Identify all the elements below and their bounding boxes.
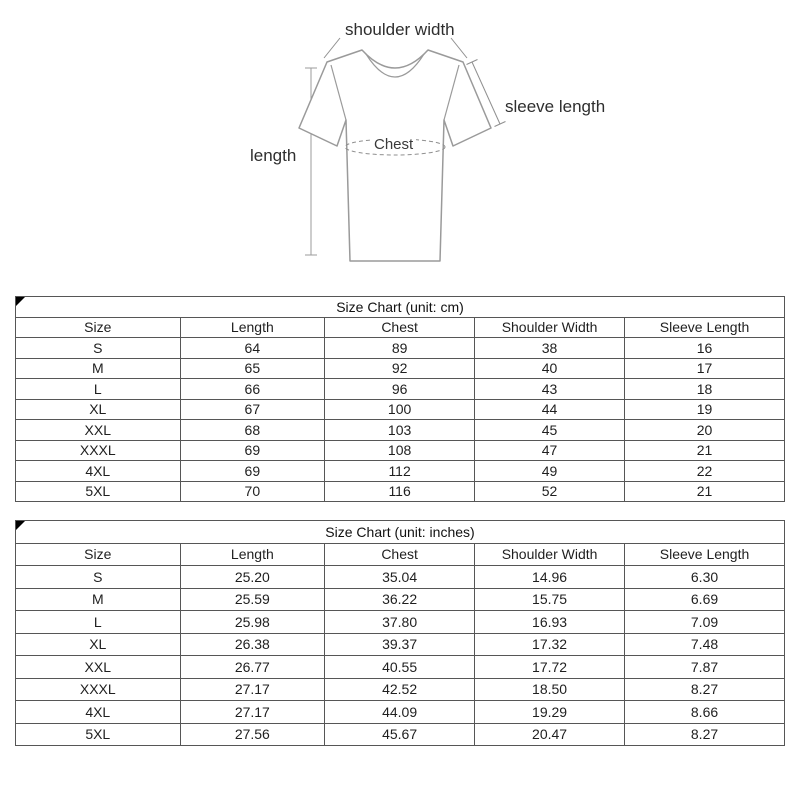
column-header-row bbox=[16, 543, 785, 566]
table-cell: 96 bbox=[325, 379, 475, 400]
table-cell: 18 bbox=[625, 379, 785, 400]
table-cell: 116 bbox=[325, 481, 475, 502]
table-cell: XXXL bbox=[16, 678, 181, 701]
size-chart-inches-body bbox=[16, 566, 785, 746]
size-chart-cm-table bbox=[15, 296, 785, 502]
table-cell: 15.75 bbox=[475, 588, 625, 611]
table-cell: 89 bbox=[325, 338, 475, 359]
table-row bbox=[16, 633, 785, 656]
table-row bbox=[16, 611, 785, 634]
table-row bbox=[16, 358, 785, 379]
column-header: Sleeve Length bbox=[625, 543, 785, 566]
table-cell: 108 bbox=[325, 440, 475, 461]
size-chart-inches-section bbox=[15, 520, 785, 746]
table-cell: 43 bbox=[475, 379, 625, 400]
table-row bbox=[16, 588, 785, 611]
table-cell: 4XL bbox=[16, 701, 181, 724]
table-cell: 35.04 bbox=[325, 566, 475, 589]
table-cell: 19 bbox=[625, 399, 785, 420]
table-cell: 19.29 bbox=[475, 701, 625, 724]
table-cell: 25.98 bbox=[180, 611, 325, 634]
table-cell: 52 bbox=[475, 481, 625, 502]
table-cell: 69 bbox=[180, 440, 325, 461]
table-cell: 26.38 bbox=[180, 633, 325, 656]
table-cell: 100 bbox=[325, 399, 475, 420]
table-cell: 25.20 bbox=[180, 566, 325, 589]
table-cell: 7.87 bbox=[625, 656, 785, 679]
table-cell: 27.17 bbox=[180, 678, 325, 701]
table-title: Size Chart (unit: cm) bbox=[16, 297, 785, 318]
table-cell: 6.69 bbox=[625, 588, 785, 611]
table-cell: 20.47 bbox=[475, 723, 625, 746]
table-cell: 36.22 bbox=[325, 588, 475, 611]
table-cell: L bbox=[16, 379, 181, 400]
table-cell: S bbox=[16, 338, 181, 359]
table-cell: XL bbox=[16, 399, 181, 420]
column-header: Length bbox=[180, 543, 325, 566]
column-header-row bbox=[16, 317, 785, 338]
table-cell: 17.32 bbox=[475, 633, 625, 656]
table-cell: 69 bbox=[180, 461, 325, 482]
table-cell: 40 bbox=[475, 358, 625, 379]
table-cell: 5XL bbox=[16, 723, 181, 746]
shoulder-width-label: shoulder width bbox=[345, 20, 455, 39]
table-cell: 64 bbox=[180, 338, 325, 359]
table-cell: 8.27 bbox=[625, 678, 785, 701]
tshirt-measurement-diagram bbox=[0, 0, 800, 292]
table-title: Size Chart (unit: inches) bbox=[16, 521, 785, 544]
table-cell: 27.56 bbox=[180, 723, 325, 746]
table-cell: 37.80 bbox=[325, 611, 475, 634]
table-cell: 67 bbox=[180, 399, 325, 420]
table-cell: XXL bbox=[16, 656, 181, 679]
table-row bbox=[16, 678, 785, 701]
tshirt-shape bbox=[299, 50, 491, 261]
table-cell: 17.72 bbox=[475, 656, 625, 679]
table-cell: 18.50 bbox=[475, 678, 625, 701]
table-row bbox=[16, 566, 785, 589]
table-row bbox=[16, 399, 785, 420]
table-cell: 103 bbox=[325, 420, 475, 441]
table-cell: 20 bbox=[625, 420, 785, 441]
corner-mark bbox=[16, 521, 25, 530]
column-header: Sleeve Length bbox=[625, 317, 785, 338]
column-header: Shoulder Width bbox=[475, 317, 625, 338]
table-cell: 45.67 bbox=[325, 723, 475, 746]
table-cell: XXL bbox=[16, 420, 181, 441]
sleeve-length-label: sleeve length bbox=[505, 97, 606, 116]
table-row bbox=[16, 461, 785, 482]
table-cell: 70 bbox=[180, 481, 325, 502]
size-chart-cm-body bbox=[16, 338, 785, 502]
column-header: Length bbox=[180, 317, 325, 338]
table-row bbox=[16, 481, 785, 502]
table-row bbox=[16, 723, 785, 746]
table-cell: 40.55 bbox=[325, 656, 475, 679]
table-title-row bbox=[16, 297, 785, 318]
table-cell: 38 bbox=[475, 338, 625, 359]
table-cell: 42.52 bbox=[325, 678, 475, 701]
column-header: Chest bbox=[325, 543, 475, 566]
column-header: Size bbox=[16, 543, 181, 566]
table-row bbox=[16, 440, 785, 461]
table-cell: 7.09 bbox=[625, 611, 785, 634]
table-cell: 66 bbox=[180, 379, 325, 400]
length-label: length bbox=[250, 146, 297, 165]
size-chart-inches-table bbox=[15, 520, 785, 746]
table-cell: 14.96 bbox=[475, 566, 625, 589]
table-cell: 26.77 bbox=[180, 656, 325, 679]
table-cell: 39.37 bbox=[325, 633, 475, 656]
table-cell: 44.09 bbox=[325, 701, 475, 724]
table-cell: M bbox=[16, 358, 181, 379]
table-row bbox=[16, 656, 785, 679]
chest-label: Chest bbox=[371, 136, 416, 153]
table-cell: XL bbox=[16, 633, 181, 656]
table-row bbox=[16, 379, 785, 400]
table-cell: 16 bbox=[625, 338, 785, 359]
table-title-row bbox=[16, 521, 785, 544]
table-cell: 27.17 bbox=[180, 701, 325, 724]
table-cell: 5XL bbox=[16, 481, 181, 502]
table-cell: M bbox=[16, 588, 181, 611]
table-cell: 21 bbox=[625, 481, 785, 502]
table-cell: 44 bbox=[475, 399, 625, 420]
table-cell: S bbox=[16, 566, 181, 589]
table-cell: XXXL bbox=[16, 440, 181, 461]
column-header: Size bbox=[16, 317, 181, 338]
column-header: Chest bbox=[325, 317, 475, 338]
table-cell: 4XL bbox=[16, 461, 181, 482]
table-row bbox=[16, 338, 785, 359]
table-cell: 17 bbox=[625, 358, 785, 379]
table-cell: 8.27 bbox=[625, 723, 785, 746]
size-chart-cm-section bbox=[15, 296, 785, 502]
table-cell: 47 bbox=[475, 440, 625, 461]
table-row bbox=[16, 701, 785, 724]
column-header: Shoulder Width bbox=[475, 543, 625, 566]
corner-mark bbox=[16, 297, 25, 306]
table-cell: 112 bbox=[325, 461, 475, 482]
table-cell: 49 bbox=[475, 461, 625, 482]
table-cell: 65 bbox=[180, 358, 325, 379]
table-cell: L bbox=[16, 611, 181, 634]
table-cell: 45 bbox=[475, 420, 625, 441]
table-cell: 22 bbox=[625, 461, 785, 482]
table-cell: 68 bbox=[180, 420, 325, 441]
table-cell: 21 bbox=[625, 440, 785, 461]
table-row bbox=[16, 420, 785, 441]
table-cell: 6.30 bbox=[625, 566, 785, 589]
table-cell: 25.59 bbox=[180, 588, 325, 611]
table-cell: 16.93 bbox=[475, 611, 625, 634]
table-cell: 8.66 bbox=[625, 701, 785, 724]
table-cell: 92 bbox=[325, 358, 475, 379]
table-cell: 7.48 bbox=[625, 633, 785, 656]
